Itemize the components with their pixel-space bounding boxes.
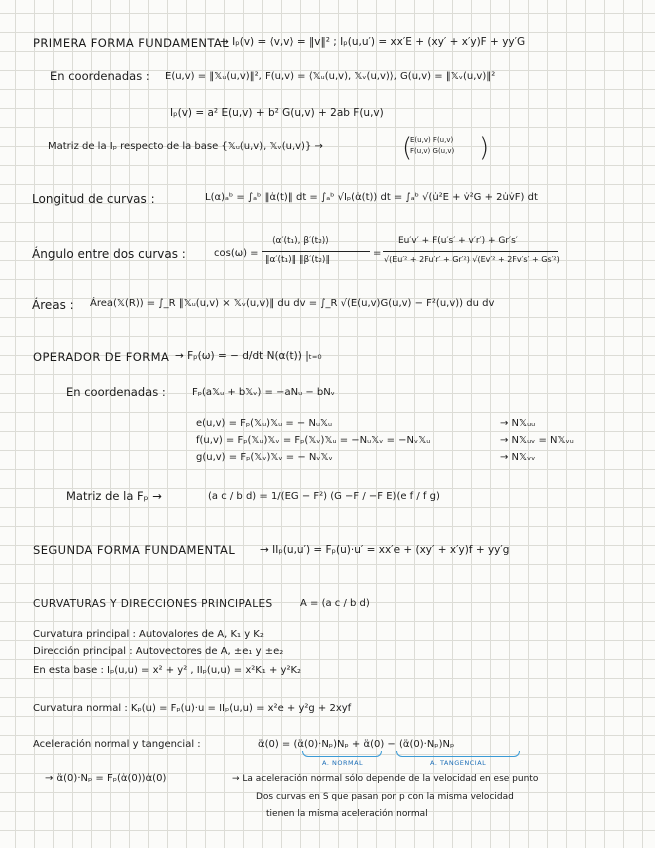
aceleracion-formula: α̈(0) = (α̈(0)·Nₚ)Nₚ + α̈(0) − (α̈(0)·Nₚ)Nₚ xyxy=(258,739,455,750)
curvatura-principal: Curvatura principal : Autovalores de A, K₁ y K₂ xyxy=(33,629,264,640)
angulo-frac2-num: Eu′v′ + F(u′s′ + v′r′) + Gr′s′ xyxy=(398,236,518,246)
primera-ip-expr: Iₚ(v) = a² E(u,v) + b² G(u,v) + 2ab F(u,v) xyxy=(170,107,384,119)
operador-line-g: g(u,v) = Fₚ(𝕏ᵥ)𝕏ᵥ = − Nᵥ𝕏ᵥ xyxy=(196,452,333,463)
note-line-1: → La aceleración normal sólo depende de la velocidad en ese punto xyxy=(232,774,539,784)
primera-title: PRIMERA FORMA FUNDAMENTAL xyxy=(33,36,230,50)
operador-side-g: → N𝕏ᵥᵥ xyxy=(500,452,536,463)
angulo-frac2-den: √(Eu′² + 2Fu′r′ + Gr′²) √(Ev′² + 2Fv′s′ + Gs′²) xyxy=(384,255,560,264)
direccion-principal: Dirección principal : Autovectores de A, ±e₁ y ±e₂ xyxy=(33,646,284,657)
matrix-left-paren: ( xyxy=(402,133,413,163)
operador-line-e: e(u,v) = Fₚ(𝕏ᵤ)𝕏ᵤ = − Nᵤ𝕏ᵤ xyxy=(196,418,333,429)
last-formula: → α̈(0)·Nₚ = Fₚ(α̇(0))α̇(0) xyxy=(45,773,167,784)
longitud-formula: L(α)ₐᵇ = ∫ₐᵇ ‖α̇(t)‖ dt = ∫ₐᵇ √Iₚ(α̇(t)) dt = ∫ₐᵇ √(u̇²E + v̇²G + 2u̇v̇F) dt xyxy=(205,192,538,203)
primera-coords-label: En coordenadas : xyxy=(50,69,150,83)
angulo-frac1-den: ‖α′(t₁)‖ ‖β′(t₂)‖ xyxy=(265,255,330,265)
primera-def: → Iₚ(v) = ⟨v,v⟩ = ‖v‖² ; Iₚ(u,u′) = xx′E + (xy′ + x′y)F + yy′G xyxy=(220,36,526,48)
areas-formula: Área(𝕏(R)) = ∫_R ‖𝕏ᵤ(u,v) × 𝕏ᵥ(u,v)‖ du dv = ∫_R √(E(u,v)G(u,v) − F²(u,v)) du dv xyxy=(90,298,495,309)
angulo-label: Ángulo entre dos curvas : xyxy=(32,247,186,261)
operador-title: OPERADOR DE FORMA xyxy=(33,350,170,364)
angulo-frac2-bar xyxy=(383,251,558,252)
note-line-2: Dos curvas en S que pasan por p con la misma velocidad xyxy=(256,792,514,802)
areas-label: Áreas : xyxy=(32,298,74,312)
angulo-frac1-num: ⟨α′(t₁), β′(t₂)⟩ xyxy=(272,236,329,246)
operador-side-f: → N𝕏ᵤᵥ = N𝕏ᵥᵤ xyxy=(500,435,574,446)
segunda-title: SEGUNDA FORMA FUNDAMENTAL xyxy=(33,543,236,557)
esta-base: En esta base : Iₚ(u,u) = x² + y² , IIₚ(u,u) = x²K₁ + y²K₂ xyxy=(33,665,302,676)
operador-matrix-formula: (a c / b d) = 1/(EG − F²) (G −F / −F E)(e f / f g) xyxy=(208,491,440,502)
curvaturas-matrix: A = (a c / b d) xyxy=(300,598,370,609)
normal-brace xyxy=(302,751,382,757)
curvatura-normal: Curvatura normal : Kₚ(u) = Fₚ(u)·u = IIₚ(u,u) = x²e + y²g + 2xyf xyxy=(33,703,352,714)
curvaturas-title: CURVATURAS Y DIRECCIONES PRINCIPALES xyxy=(33,598,273,610)
tag-tangencial: A. TANGENCIAL xyxy=(430,759,487,767)
aceleracion-label: Aceleración normal y tangencial : xyxy=(33,739,201,750)
segunda-def: → IIₚ(u,u′) = Fₚ(u)·u′ = xx′e + (xy′ + x′y)f + yy′g xyxy=(260,544,510,556)
tangencial-brace xyxy=(396,751,520,757)
angulo-frac1-bar xyxy=(262,251,370,252)
operador-coords-label: En coordenadas : xyxy=(66,385,166,399)
tag-normal: A. NORMAL xyxy=(322,759,364,767)
longitud-label: Longitud de curvas : xyxy=(32,192,155,206)
operador-line-f: f(u,v) = Fₚ(𝕏ᵤ)𝕏ᵥ = Fₚ(𝕏ᵥ)𝕏ᵤ = −Nᵤ𝕏ᵥ = −Nᵥ𝕏ᵤ xyxy=(196,435,431,446)
operador-matrix-label: Matriz de la Fₚ → xyxy=(66,489,162,503)
primera-coords: E(u,v) = ‖𝕏ᵤ(u,v)‖², F(u,v) = ⟨𝕏ᵤ(u,v), 𝕏ᵥ(u,v)⟩, G(u,v) = ‖𝕏ᵥ(u,v)‖² xyxy=(165,71,496,82)
operador-side-e: → N𝕏ᵤᵤ xyxy=(500,418,536,429)
matrix-right-paren: ) xyxy=(479,133,490,163)
note-line-3: tienen la misma aceleración normal xyxy=(266,809,428,819)
primera-matrix-row1: E(u,v) F(u,v) xyxy=(410,136,454,144)
primera-matrix-label: Matriz de la Iₚ respecto de la base {𝕏ᵤ(u,v), 𝕏ᵥ(u,v)} → xyxy=(48,141,323,152)
primera-matrix-row2: F(u,v) G(u,v) xyxy=(410,147,455,155)
angulo-equals: = xyxy=(373,248,382,259)
operador-coords: Fₚ(a𝕏ᵤ + b𝕏ᵥ) = −aNᵤ − bNᵥ xyxy=(192,387,335,398)
angulo-lhs: cos(ω) = xyxy=(214,248,259,259)
operador-def: → Fₚ(ω) = − d/dt N(α(t)) |ₜ₌₀ xyxy=(175,350,322,362)
